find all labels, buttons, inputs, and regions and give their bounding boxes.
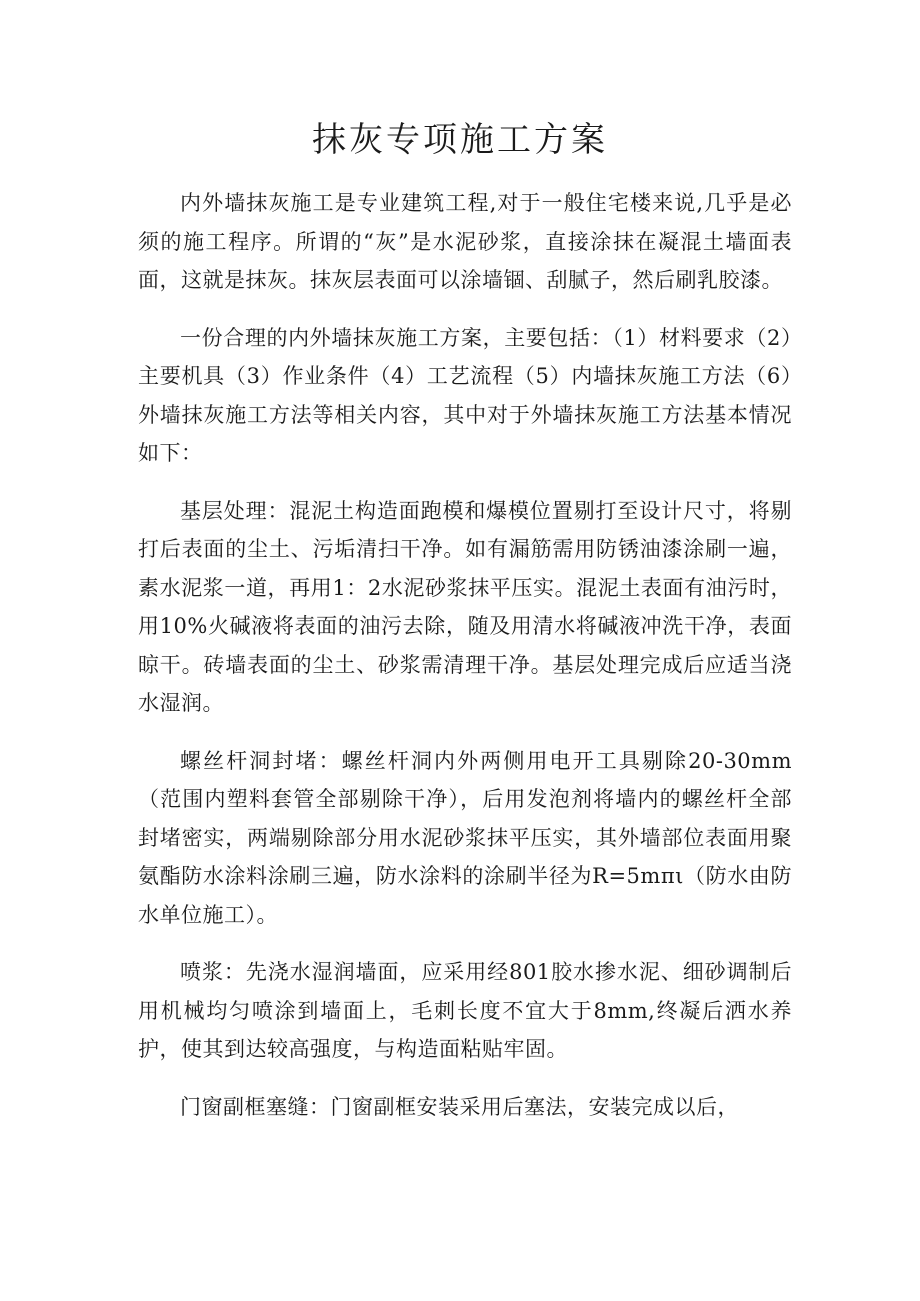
paragraph-bolt-hole-sealing: 螺丝杆洞封堵：螺丝杆洞内外两侧用电开工具剔除20-30mm（范围内塑料套管全部剔除干净），后用发泡剂将墙内的螺丝杆全部封堵密实，两端剔除部分用水泥砂浆抹平压实，其外墙部位表面用聚氨酯防水涂料涂刷三遍，防水涂料的涂刷半径为R=5mπι（防水由防水单位施工）。 [138,748,792,927]
document-title: 抹灰专项施工方案 [312,120,608,160]
paragraph-intro: 内外墙抹灰施工是专业建筑工程,对于一般住宅楼来说,几乎是必须的施工程序。所谓的“灰”是水泥砂浆，直接涂抹在凝混土墙面表面，这就是抹灰。抹灰层表面可以涂墙锢、刮腻子，然后刷乳胶漆。 [138,191,792,292]
paragraph-base-treatment: 基层处理：混泥土构造面跑模和爆模位置剔打至设计尺寸，将剔打后表面的尘土、污垢清扫干净。如有漏筋需用防锈油漆涂刷一遍，素水泥浆一道，再用1：2水泥砂浆抹平压实。混泥土表面有油污时，用10%火碱液将表面的油污去除，随及用清水将碱液冲洗干净，表面晾干。砖墙表面的尘土、砂浆需清理干净。基层处理完成后应适当浇水湿润。 [138,498,792,715]
document-body [138,184,792,1126]
paragraph-plan-contents: 一份合理的内外墙抹灰施工方案，主要包括：（1）材料要求（2）主要机具（3）作业条件（4）工艺流程（5）内墙抹灰施工方法（6）外墙抹灰施工方法等相关内容，其中对于外墙抹灰施工方法基本情况如下： [138,325,792,465]
paragraph-spray-slurry: 喷浆：先浇水湿润墙面，应采用经801胶水掺水泥、细砂调制后用机械均匀喷涂到墙面上，毛刺长度不宜大于8mm,终凝后洒水养护，使其到达较高强度，与构造面粘贴牢固。 [138,960,792,1061]
paragraph-frame-gap-filling: 门窗副框塞缝：门窗副框安装采用后塞法，安装完成以后， [180,1094,739,1119]
